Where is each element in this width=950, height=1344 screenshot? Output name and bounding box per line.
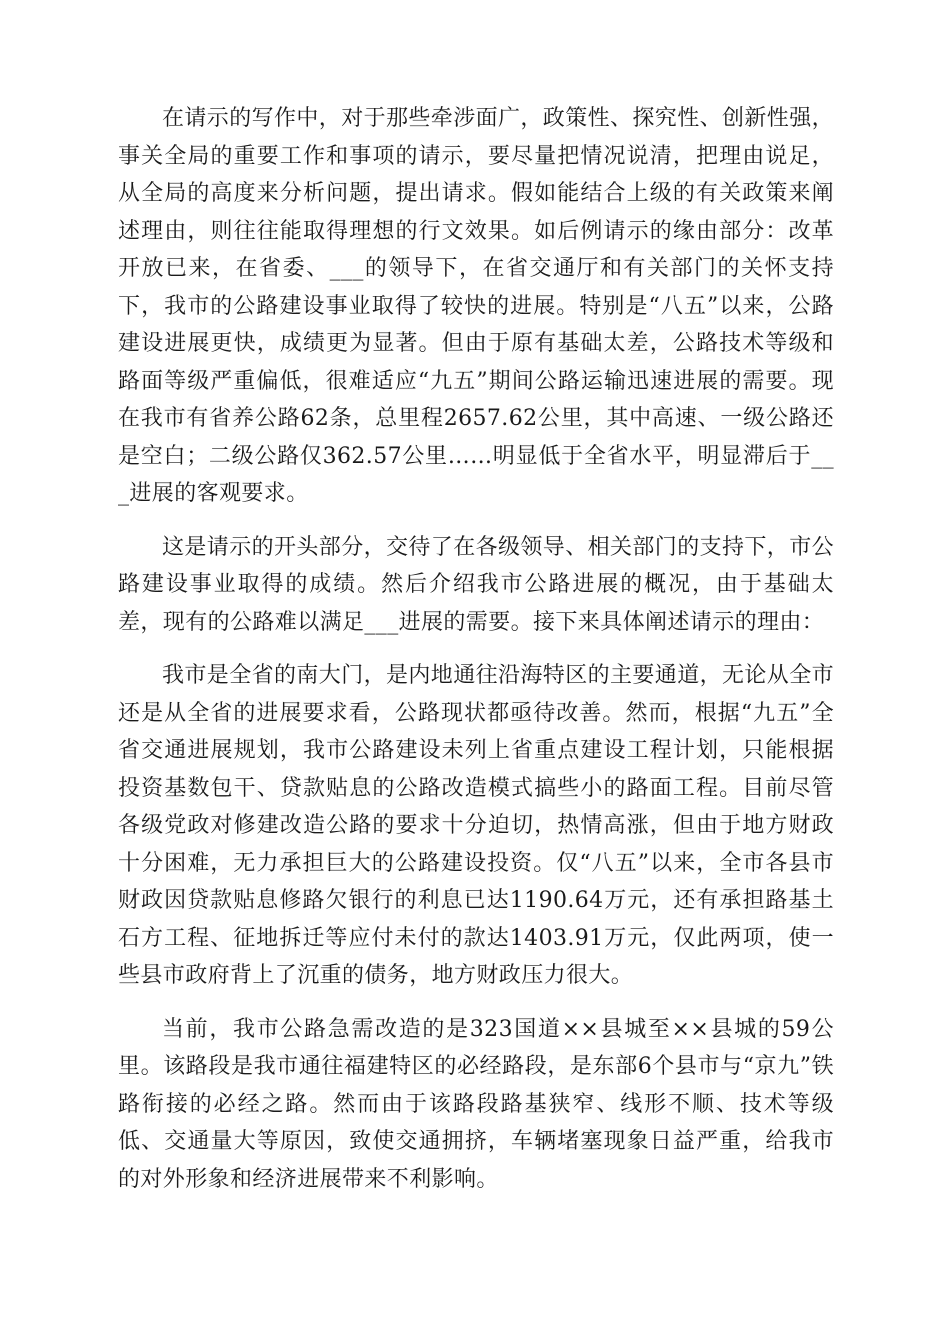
paragraph-3: 我市是全省的南大门，是内地通往沿海特区的主要通道，无论从全市还是从全省的进展要求看，公路现状都亟待改善。然而，根据“九五”全省交通进展规划，我市公路建设未列上省重点建设工程计划，只能根据投资基数包干、贷款贴息的公路改造模式搞些小的路面工程。目前尽管各级党政对修建改造公路的要求十分迫切，热情高涨，但由于地方财政十分困难，无力承担巨大的公路建设投资。仅“八五”以来，全市各县市财政因贷款贴息修路欠银行的利息已达1190.64万元，还有承担路基土石方工程、征地拆迁等应付未付的款达1403.91万元，仅此两项，使一些县市政府背上了沉重的债务，地方财政压力很大。 <box>118 663 835 988</box>
paragraph-2: 这是请示的开头部分，交待了在各级领导、相关部门的支持下，市公路建设事业取得的成绩。然后介绍我市公路进展的概况，由于基础太差，现有的公路难以满足___进展的需要。接下来具体阐述请示的理由： <box>118 534 835 635</box>
document-page <box>118 100 834 1214</box>
paragraph-1: 在请示的写作中，对于那些牵涉面广，政策性、探究性、创新性强，事关全局的重要工作和事项的请示，要尽量把情况说清，把理由说足，从全局的高度来分析问题，提出请求。假如能结合上级的有关政策来阐述理由，则往往能取得理想的行文效果。如后例请示的缘由部分：改革开放已来，在省委、___的领导下，在省交通厅和有关部门的关怀支持下，我市的公路建设事业取得了较快的进展。特别是“八五”以来，公路建设进展更快，成绩更为显著。但由于原有基础太差，公路技术等级和路面等级严重偏低，很难适应“九五”期间公路运输迅速进展的需要。现在我市有省养公路62条，总里程2657.62公里，其中高速、一级公路还是空白；二级公路仅362.57公里……明显低于全省水平，明显滞后于___进展的客观要求。 <box>118 106 835 506</box>
paragraph-4: 当前，我市公路急需改造的是323国道××县城至××县城的59公里。该路段是我市通往福建特区的必经路段，是东部6个县市与“京九”铁路衔接的必经之路。然而由于该路段路基狭窄、线形不顺、技术等级低、交通量大等原因，致使交通拥挤，车辆堵塞现象日益严重，给我市的对外形象和经济进展带来不利影响。 <box>118 1016 834 1192</box>
